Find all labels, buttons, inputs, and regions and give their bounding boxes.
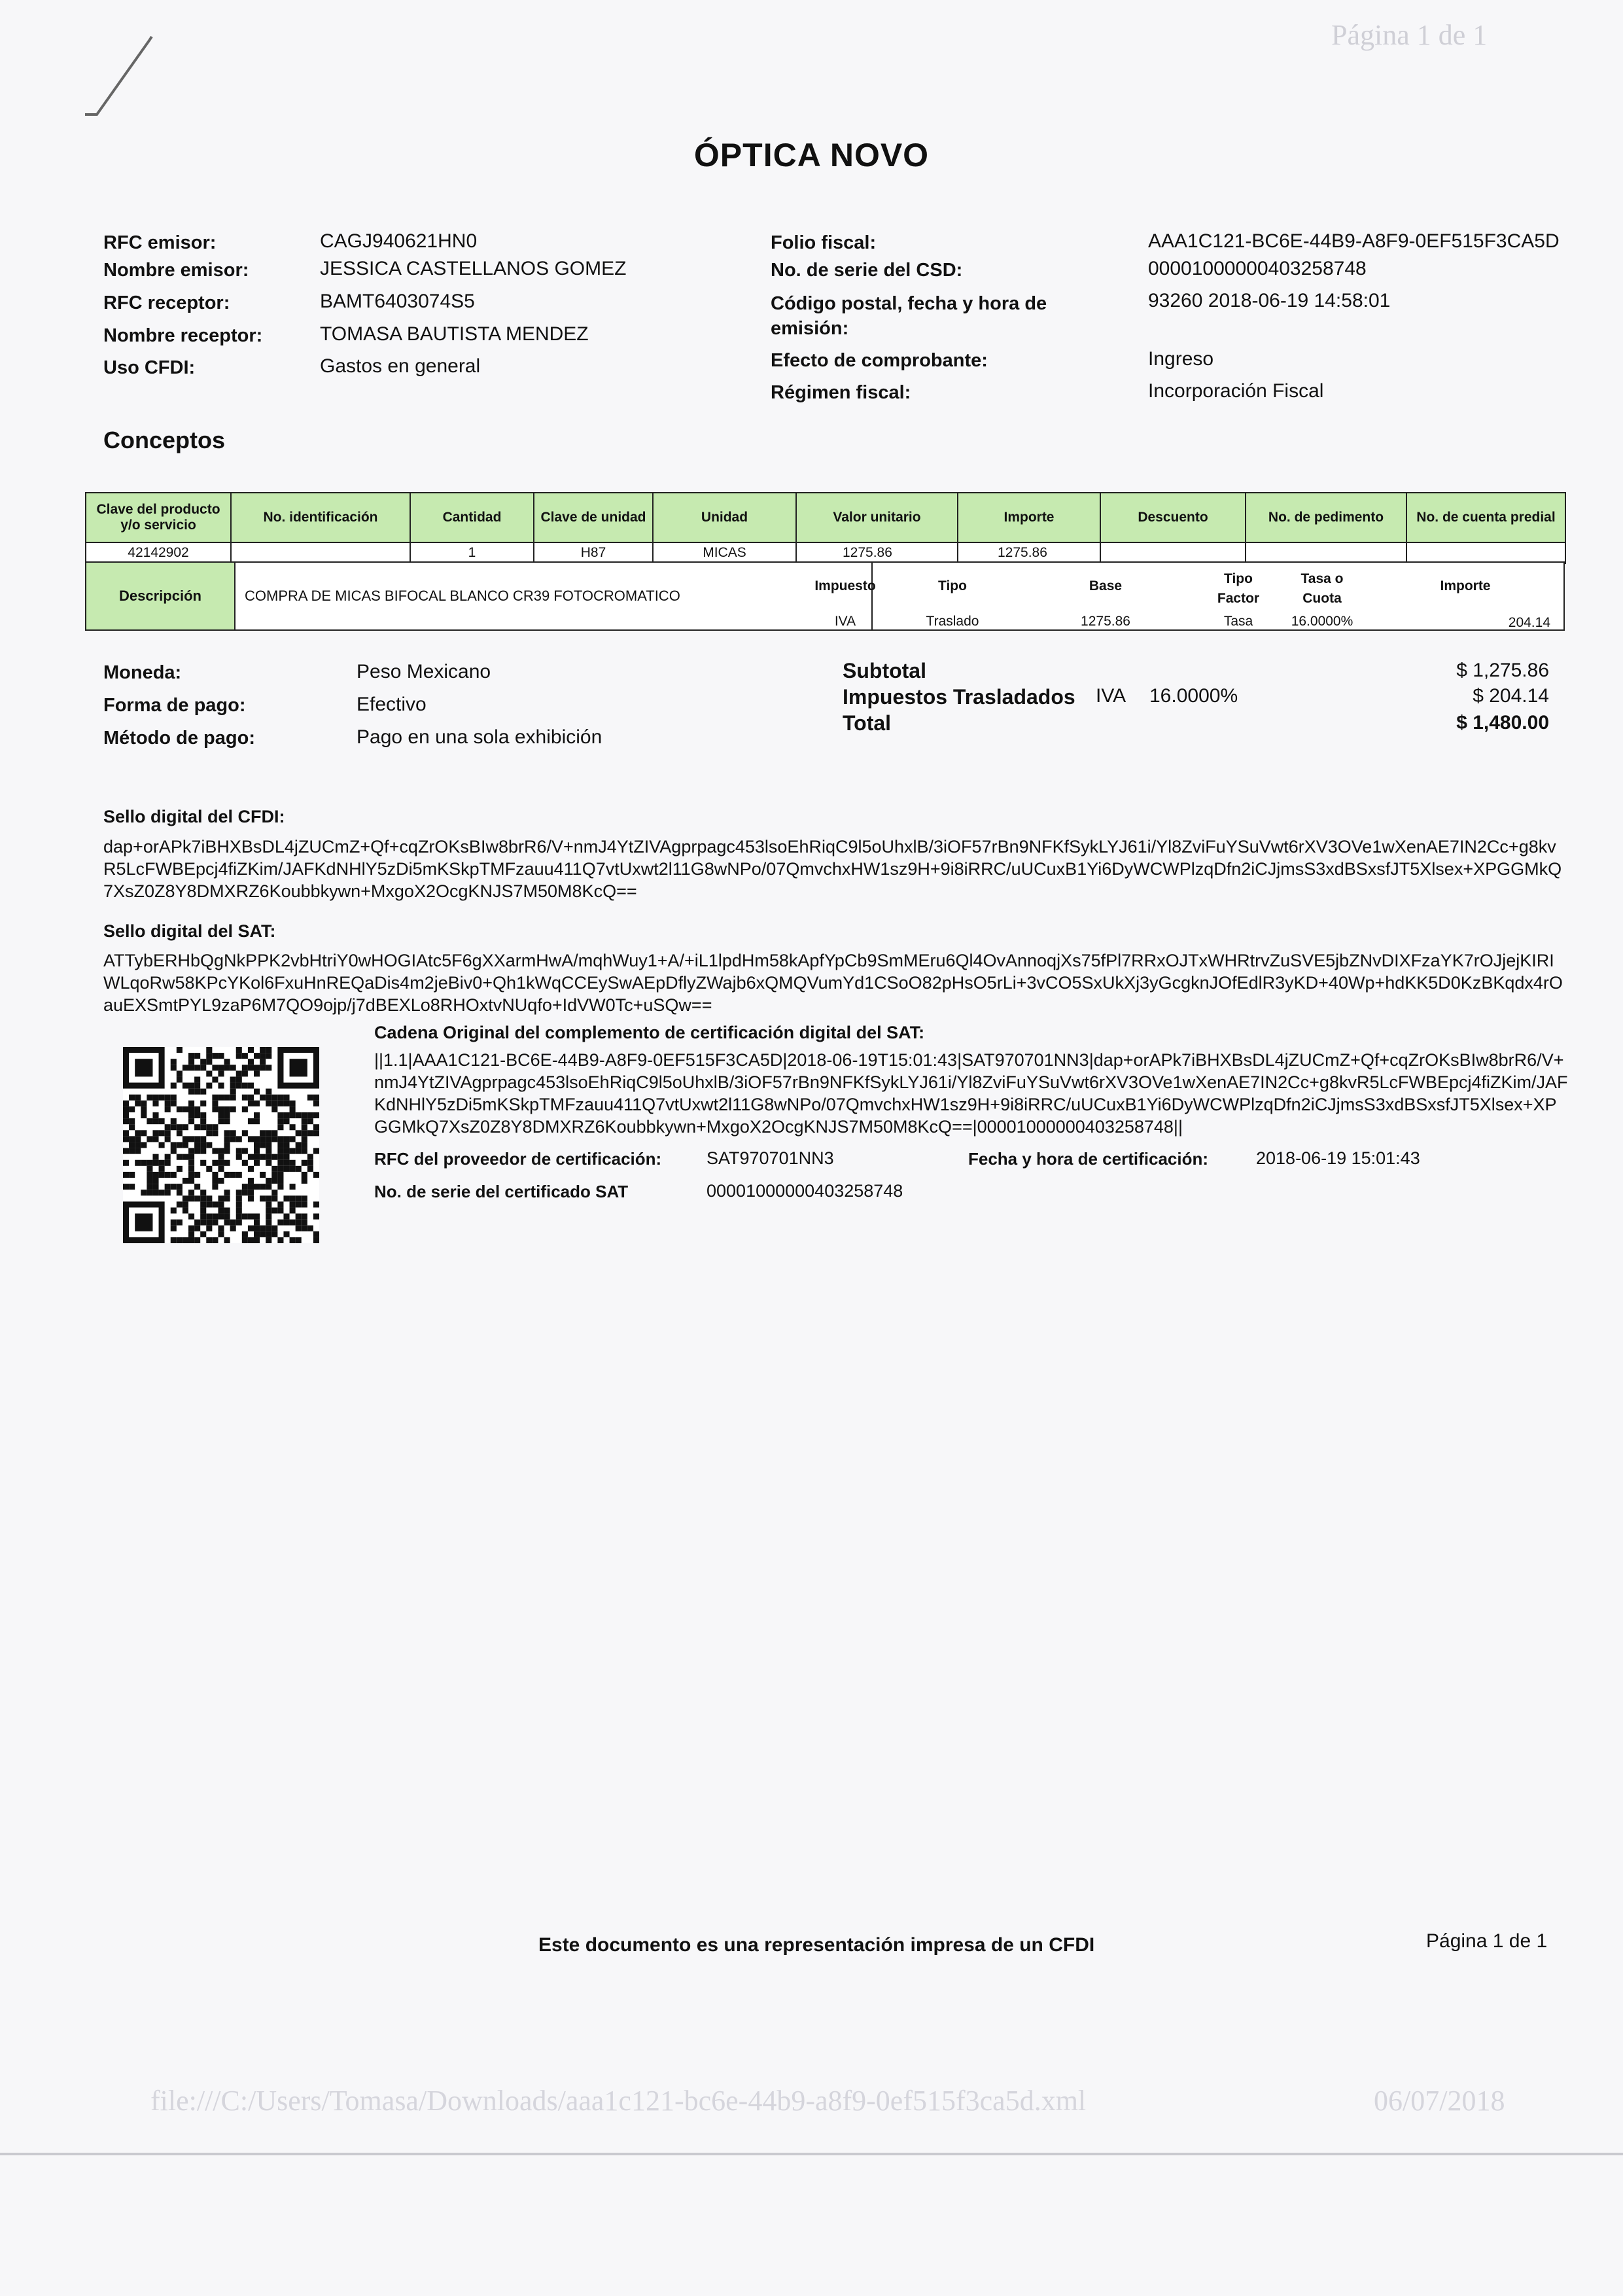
paper-edge — [0, 2153, 1623, 2155]
col-valor-unitario: Valor unitario — [796, 493, 958, 542]
impuestos-label: Impuestos Trasladados — [843, 685, 1075, 709]
impuestos-value: $ 204.14 — [1473, 685, 1549, 707]
tax-base: 1275.86 — [1081, 614, 1130, 629]
col-importe: Importe — [958, 493, 1100, 542]
cell-no-identificacion — [231, 542, 410, 563]
moneda-value: Peso Mexicano — [357, 661, 491, 682]
metodo-pago-label: Método de pago: — [103, 728, 255, 749]
tax-tipo-factor: Tasa — [1223, 614, 1253, 629]
company-title: ÓPTICA NOVO — [693, 137, 930, 173]
conceptos-heading: Conceptos — [103, 427, 226, 453]
cadena-label: Cadena Original del complemento de certificación digital del SAT: — [374, 1023, 925, 1042]
tax-header-tipo: Tipo — [938, 578, 967, 593]
description-text: COMPRA DE MICAS BIFOCAL BLANCO CR39 FOTOCROMATICO — [237, 563, 873, 629]
moneda-label: Moneda: — [103, 662, 182, 683]
col-unidad: Unidad — [653, 493, 796, 542]
rfc-emisor-value: CAGJ940621HN0 — [320, 230, 478, 252]
table-row — [86, 542, 1565, 563]
impuestos-tax-rate: 16.0000% — [1149, 685, 1238, 707]
efecto-value: Ingreso — [1148, 348, 1214, 370]
ghost-page-number: Página 1 de 1 — [1331, 19, 1488, 51]
nombre-emisor-value: JESSICA CASTELLANOS GOMEZ — [320, 258, 627, 279]
total-label: Total — [843, 711, 892, 735]
nombre-emisor-label: Nombre emisor: — [103, 260, 249, 281]
tax-header-impuesto: Impuesto — [814, 578, 876, 593]
col-clave-producto: Clave del producto y/o servicio — [86, 493, 231, 542]
impuestos-tax-name: IVA — [1096, 685, 1126, 707]
cell-unidad: MICAS — [653, 542, 796, 563]
rfc-emisor-label: RFC emisor: — [103, 232, 217, 253]
ghost-date: 06/07/2018 — [1374, 2085, 1505, 2117]
sello-sat-label: Sello digital del SAT: — [103, 921, 276, 941]
fecha-certificacion-value: 2018-06-19 15:01:43 — [1256, 1148, 1420, 1168]
forma-pago-value: Efectivo — [357, 694, 427, 715]
cell-importe: 1275.86 — [958, 542, 1100, 563]
forma-pago-label: Forma de pago: — [103, 695, 246, 716]
description-label: Descripción — [86, 563, 236, 629]
tax-header-importe: Importe — [1440, 578, 1491, 593]
serie-certificado-label: No. de serie del certificado SAT — [374, 1182, 629, 1201]
fecha-certificacion-label: Fecha y hora de certificación: — [968, 1149, 1209, 1169]
cp-fecha-value: 93260 2018-06-19 14:58:01 — [1148, 290, 1391, 311]
tax-header-base: Base — [1089, 578, 1123, 593]
tax-tipo: Traslado — [926, 614, 979, 629]
staple-mark — [79, 33, 164, 124]
cell-clave-unidad: H87 — [534, 542, 653, 563]
ghost-file-path: file:///C:/Users/Tomasa/Downloads/aaa1c121-bc6e-44b9-a8f9-0ef515f3ca5d.xml — [150, 2085, 1087, 2117]
cell-cantidad: 1 — [410, 542, 534, 563]
nombre-receptor-value: TOMASA BAUTISTA MENDEZ — [320, 323, 589, 345]
serie-csd-value: 00001000000403258748 — [1148, 258, 1367, 279]
sello-cfdi-value: dap+orAPk7iBHXBsDL4jZUCmZ+Qf+cqZrOKsBIw8brR6/V+nmJ4YtZIVAgprpagc453lsoEhRiqC9l5oUhxlB/3iOF57rBn9NFKfSykLYJ61i/Yl8ZviFuYSuVwt6rXV3OVe1wXenAE7IN2Cc+g8kvR5LcFWBEpcj4fiZKim/JAFKdNHlY5zDi5mKSkpTMFzauu411Q7vtUxwt2l11G8wNPo/07QmvchxHW1sz9H+9i8iRRC/uUCuxB1Yi6DyWCWPlzqDfn2iCJjmsS3xdBSxsfJT5Xlsex+XPGGMkQ7XsZ0Z8Y8DMXRZ6Koubbkywn+MxgoX2OcgKNJS7M50M8KcQ== — [103, 837, 1562, 901]
col-descuento: Descuento — [1100, 493, 1246, 542]
col-clave-unidad: Clave de unidad — [534, 493, 653, 542]
page-number: Página 1 de 1 — [1426, 1930, 1548, 1952]
tax-impuesto: IVA — [834, 614, 856, 629]
serie-csd-label: No. de serie del CSD: — [771, 260, 963, 281]
metodo-pago-value: Pago en una sola exhibición — [357, 726, 602, 748]
regimen-label: Régimen fiscal: — [771, 382, 911, 403]
serie-certificado-value: 00001000000403258748 — [707, 1181, 903, 1201]
cell-cuenta-predial — [1406, 542, 1565, 563]
col-no-identificacion: No. identificación — [231, 493, 410, 542]
rfc-receptor-value: BAMT6403074S5 — [320, 291, 475, 312]
cfdi-representation-note: Este documento es una representación impresa de un CFDI — [538, 1934, 1095, 1956]
conceptos-header-row — [86, 493, 1565, 542]
uso-cfdi-value: Gastos en general — [320, 355, 481, 377]
folio-fiscal-label: Folio fiscal: — [771, 232, 877, 253]
uso-cfdi-label: Uso CFDI: — [103, 357, 196, 378]
cp-fecha-label: Código postal, fecha y hora de emisión: — [771, 293, 1047, 339]
folio-fiscal-value: AAA1C121-BC6E-44B9-A8F9-0EF515F3CA5D — [1148, 230, 1560, 252]
rfc-proveedor-label: RFC del proveedor de certificación: — [374, 1149, 662, 1169]
total-value: $ 1,480.00 — [1456, 712, 1549, 733]
tax-header-tipo-factor: Tipo Factor — [1217, 571, 1260, 606]
regimen-value: Incorporación Fiscal — [1148, 380, 1324, 402]
subtotal-label: Subtotal — [843, 659, 926, 682]
cell-no-pedimento — [1246, 542, 1406, 563]
qr-code-image — [123, 1047, 319, 1243]
nombre-receptor-label: Nombre receptor: — [103, 325, 263, 346]
cell-valor-unitario: 1275.86 — [796, 542, 958, 563]
cell-clave-producto: 42142902 — [86, 542, 231, 563]
subtotal-value: $ 1,275.86 — [1456, 660, 1549, 681]
rfc-receptor-label: RFC receptor: — [103, 292, 230, 313]
cadena-value: ||1.1|AAA1C121-BC6E-44B9-A8F9-0EF515F3CA5D|2018-06-19T15:01:43|SAT970701NN3|dap+orAPk7iBHXBsDL4jZUCmZ+Qf+cqZrOKsBIw8brR6/V+nmJ4YtZIVAgprpagc453lsoEhRiqC9l5oUhxlB/3iOF57rBn9NFKfSykLYJ61i/Yl8ZviFuYSuVwt6rXV3OVe1wXenAE7IN2Cc+g8kvR5LcFWBEpcj4fiZKim/JAFKdNHlY5zDi5mKSkpTMFzauu411Q7vtUxwt2l11G8wNPo/07QmvchxHW1sz9H+9i8iRRC/uUCuxB1Yi6DyWCWPlzqDfn2iCJjmsS3xdBSxsfJT5Xlsex+XPGGMkQ7XsZ0Z8Y8DMXRZ6Koubbkywn+MxgoX2OcgKNJS7M50M8KcQ==|00001000000403258748|| — [374, 1050, 1568, 1137]
tax-header-tasa-cuota: Tasa o Cuota — [1300, 571, 1344, 606]
tax-importe: 204.14 — [1508, 615, 1550, 630]
conceptos-table — [85, 492, 1566, 564]
cell-descuento — [1100, 542, 1246, 563]
tax-tasa: 16.0000% — [1291, 614, 1353, 629]
col-no-pedimento: No. de pedimento — [1246, 493, 1406, 542]
sello-cfdi-label: Sello digital del CFDI: — [103, 807, 285, 826]
rfc-proveedor-value: SAT970701NN3 — [707, 1148, 834, 1168]
col-cuenta-predial: No. de cuenta predial — [1406, 493, 1565, 542]
col-cantidad: Cantidad — [410, 493, 534, 542]
efecto-label: Efecto de comprobante: — [771, 350, 988, 371]
sello-sat-value: ATTybERHbQgNkPPK2vbHtriY0wHOGIAtc5F6gXXarmHwA/mqhWuy1+A/+iL1lpdHm58kApfYpCb9SmMEru6Ql4OvAnnoqjXs75fPl7RRxOJTxWHRtrvZuSVE5jbZNvDIXFzaYK7rOJjejKIRIWLqoRw58KPcYKol6FxuHnREQaDis4m2jeBiv0+Qh1kWqCCEySwAEpDflyZWajb6xQMQVumYd1CSoO82pHsO5rLi+3vCO5SxUkXj3yGcgknJOfEdlR3yKD+40Wp+hdKK5D0KzBKqdx4rOauEXSmtPYL9zaP6M7QO9ojp/j7dBEXLo8RHOxtvNUqfo+IdVW0Tc+uSQw== — [103, 951, 1563, 1015]
